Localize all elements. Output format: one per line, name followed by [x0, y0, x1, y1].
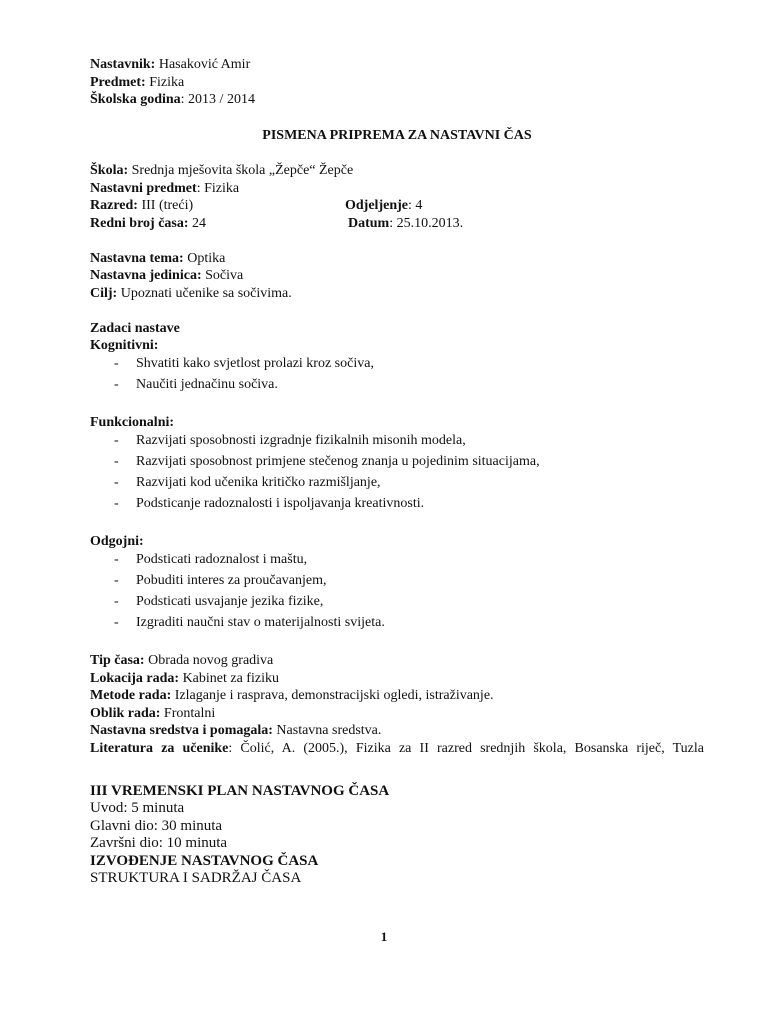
dash-marker: - — [114, 474, 119, 490]
tasks-heading: Zadaci nastave — [90, 320, 180, 336]
course-value: : Fizika — [196, 180, 240, 196]
subject-value: Fizika — [145, 74, 185, 90]
dash-marker: - — [114, 593, 119, 609]
list-item — [90, 474, 704, 492]
lesson-type-line — [90, 652, 704, 670]
lesson-number-value: 24 — [188, 215, 207, 231]
dash-marker: - — [114, 355, 119, 371]
lesson-type-label: Tip časa: — [90, 653, 145, 668]
list-item-text: Razvijati sposobnosti izgradnje fizikalnih misonih modela, — [136, 432, 466, 448]
dash-marker: - — [114, 453, 119, 469]
functional-label: Funkcionalni: — [90, 415, 175, 430]
execution-heading: IZVOĐENJE NASTAVNOG ČASA — [90, 852, 319, 869]
literature-paragraph — [90, 740, 704, 775]
work-form-line — [90, 705, 704, 723]
work-form-value: Frontalni — [160, 705, 216, 721]
location-value: Kabinet za fiziku — [179, 670, 279, 686]
educational-list — [90, 551, 704, 632]
course-line — [90, 180, 704, 198]
methods-line — [90, 687, 704, 705]
list-item-text: Podsticanje radoznalosti i ispoljavanja kreativnosti. — [136, 495, 425, 511]
unit-label: Nastavna jedinica: — [90, 268, 202, 283]
goal-line — [90, 285, 704, 303]
dash-marker: - — [114, 572, 119, 588]
functional-list — [90, 432, 704, 513]
page-number: 1 — [380, 929, 388, 944]
main-time: Glavni dio: 30 minuta — [90, 817, 223, 834]
methods-value: Izlaganje i rasprava, demonstracijski ogledi, istraživanje. — [171, 688, 494, 703]
structure-heading: STRUKTURA I SADRŽAJ ČASA — [90, 870, 302, 886]
subject-line — [90, 74, 704, 92]
class-group — [345, 197, 422, 215]
list-item-text: Pobuditi interes za proučavanjem, — [136, 572, 327, 588]
intro-time: Uvod: 5 minuta — [90, 800, 185, 816]
date-label: Datum — [348, 215, 390, 231]
list-item-text: Podsticati usvajanje jezika fizike, — [136, 593, 324, 609]
teaching-means-label: Nastavna sredstva i pomagala: — [90, 723, 273, 738]
list-item — [90, 355, 704, 373]
subject-label: Predmet: — [90, 74, 146, 90]
school-year-line — [90, 91, 704, 109]
unit-value: Sočiva — [201, 268, 244, 283]
literature-label: Literatura za učenike — [90, 740, 229, 756]
course-label: Nastavni predmet — [90, 180, 197, 196]
list-item-text: Shvatiti kako svjetlost prolazi kroz sočiva, — [136, 355, 374, 371]
document-content — [90, 56, 704, 888]
school-line — [90, 162, 704, 180]
lesson-type-value: Obrada novog gradiva — [144, 653, 274, 668]
lesson-number-label: Redni broj časa: — [90, 215, 189, 231]
dash-marker: - — [114, 495, 119, 511]
list-item-text: Naučiti jednačinu sočiva. — [136, 376, 278, 392]
grade-row — [90, 197, 704, 215]
theme-value: Optika — [183, 250, 226, 266]
work-form-label: Oblik rada: — [90, 705, 161, 721]
goal-value: Upoznati učenike sa sočivima. — [117, 285, 292, 301]
dash-marker: - — [114, 376, 119, 392]
school-label: Škola: — [90, 163, 129, 178]
methods-label: Metode rada: — [90, 688, 172, 703]
document-title: PISMENA PRIPREMA ZA NASTAVNI ČAS — [262, 127, 532, 143]
school-year-value: : 2013 / 2014 — [180, 92, 255, 107]
list-item — [90, 593, 704, 611]
list-item — [90, 432, 704, 450]
date-group — [348, 215, 463, 233]
list-item-text: Razvijati sposobnost primjene stečenog znanja u pojedinim situacijama, — [136, 453, 540, 469]
lesson-row — [90, 215, 704, 233]
list-item-text: Izgraditi naučni stav o materijalnosti svijeta. — [136, 614, 385, 630]
dash-marker: - — [114, 551, 119, 567]
teacher-line — [90, 56, 704, 74]
class-label: Odjeljenje — [345, 198, 408, 213]
teaching-means-value: Nastavna sredstva. — [272, 723, 382, 738]
list-item — [90, 453, 704, 471]
cognitive-list — [90, 355, 704, 394]
dash-marker: - — [114, 614, 119, 630]
time-plan-heading: III VREMENSKI PLAN NASTAVNOG ČASA — [90, 782, 390, 799]
list-item-text: Razvijati kod učenika kritičko razmišljanje, — [136, 474, 381, 490]
dash-marker: - — [114, 432, 119, 448]
list-item — [90, 614, 704, 632]
theme-label: Nastavna tema: — [90, 250, 184, 266]
educational-label: Odgojni: — [90, 534, 144, 549]
theme-line — [90, 250, 704, 268]
date-value: : 25.10.2013. — [389, 215, 464, 231]
final-time: Završni dio: 10 minuta — [90, 835, 228, 851]
location-label: Lokacija rada: — [90, 670, 180, 686]
teacher-label: Nastavnik: — [90, 57, 156, 72]
list-item-text: Podsticati radoznalost i maštu, — [136, 551, 308, 567]
grade-value: III (treći) — [137, 198, 194, 213]
teacher-value: Hasaković Amir — [155, 57, 251, 72]
goal-label: Cilj: — [90, 285, 118, 301]
teaching-means-line — [90, 722, 704, 740]
literature-value: : Čolić, A. (2005.), Fizika za II razred srednjih škola, Bosanska riječ, Tuzla — [228, 740, 704, 756]
school-year-label: Školska godina — [90, 92, 181, 107]
location-line — [90, 670, 704, 688]
unit-line — [90, 267, 704, 285]
list-item — [90, 572, 704, 590]
list-item — [90, 551, 704, 569]
class-value: : 4 — [407, 198, 423, 213]
list-item — [90, 495, 704, 513]
school-value: Srednja mješovita škola „Žepče“ Žepče — [128, 163, 354, 178]
cognitive-label: Kognitivni: — [90, 338, 159, 353]
grade-label: Razred: — [90, 198, 138, 213]
list-item — [90, 376, 704, 394]
